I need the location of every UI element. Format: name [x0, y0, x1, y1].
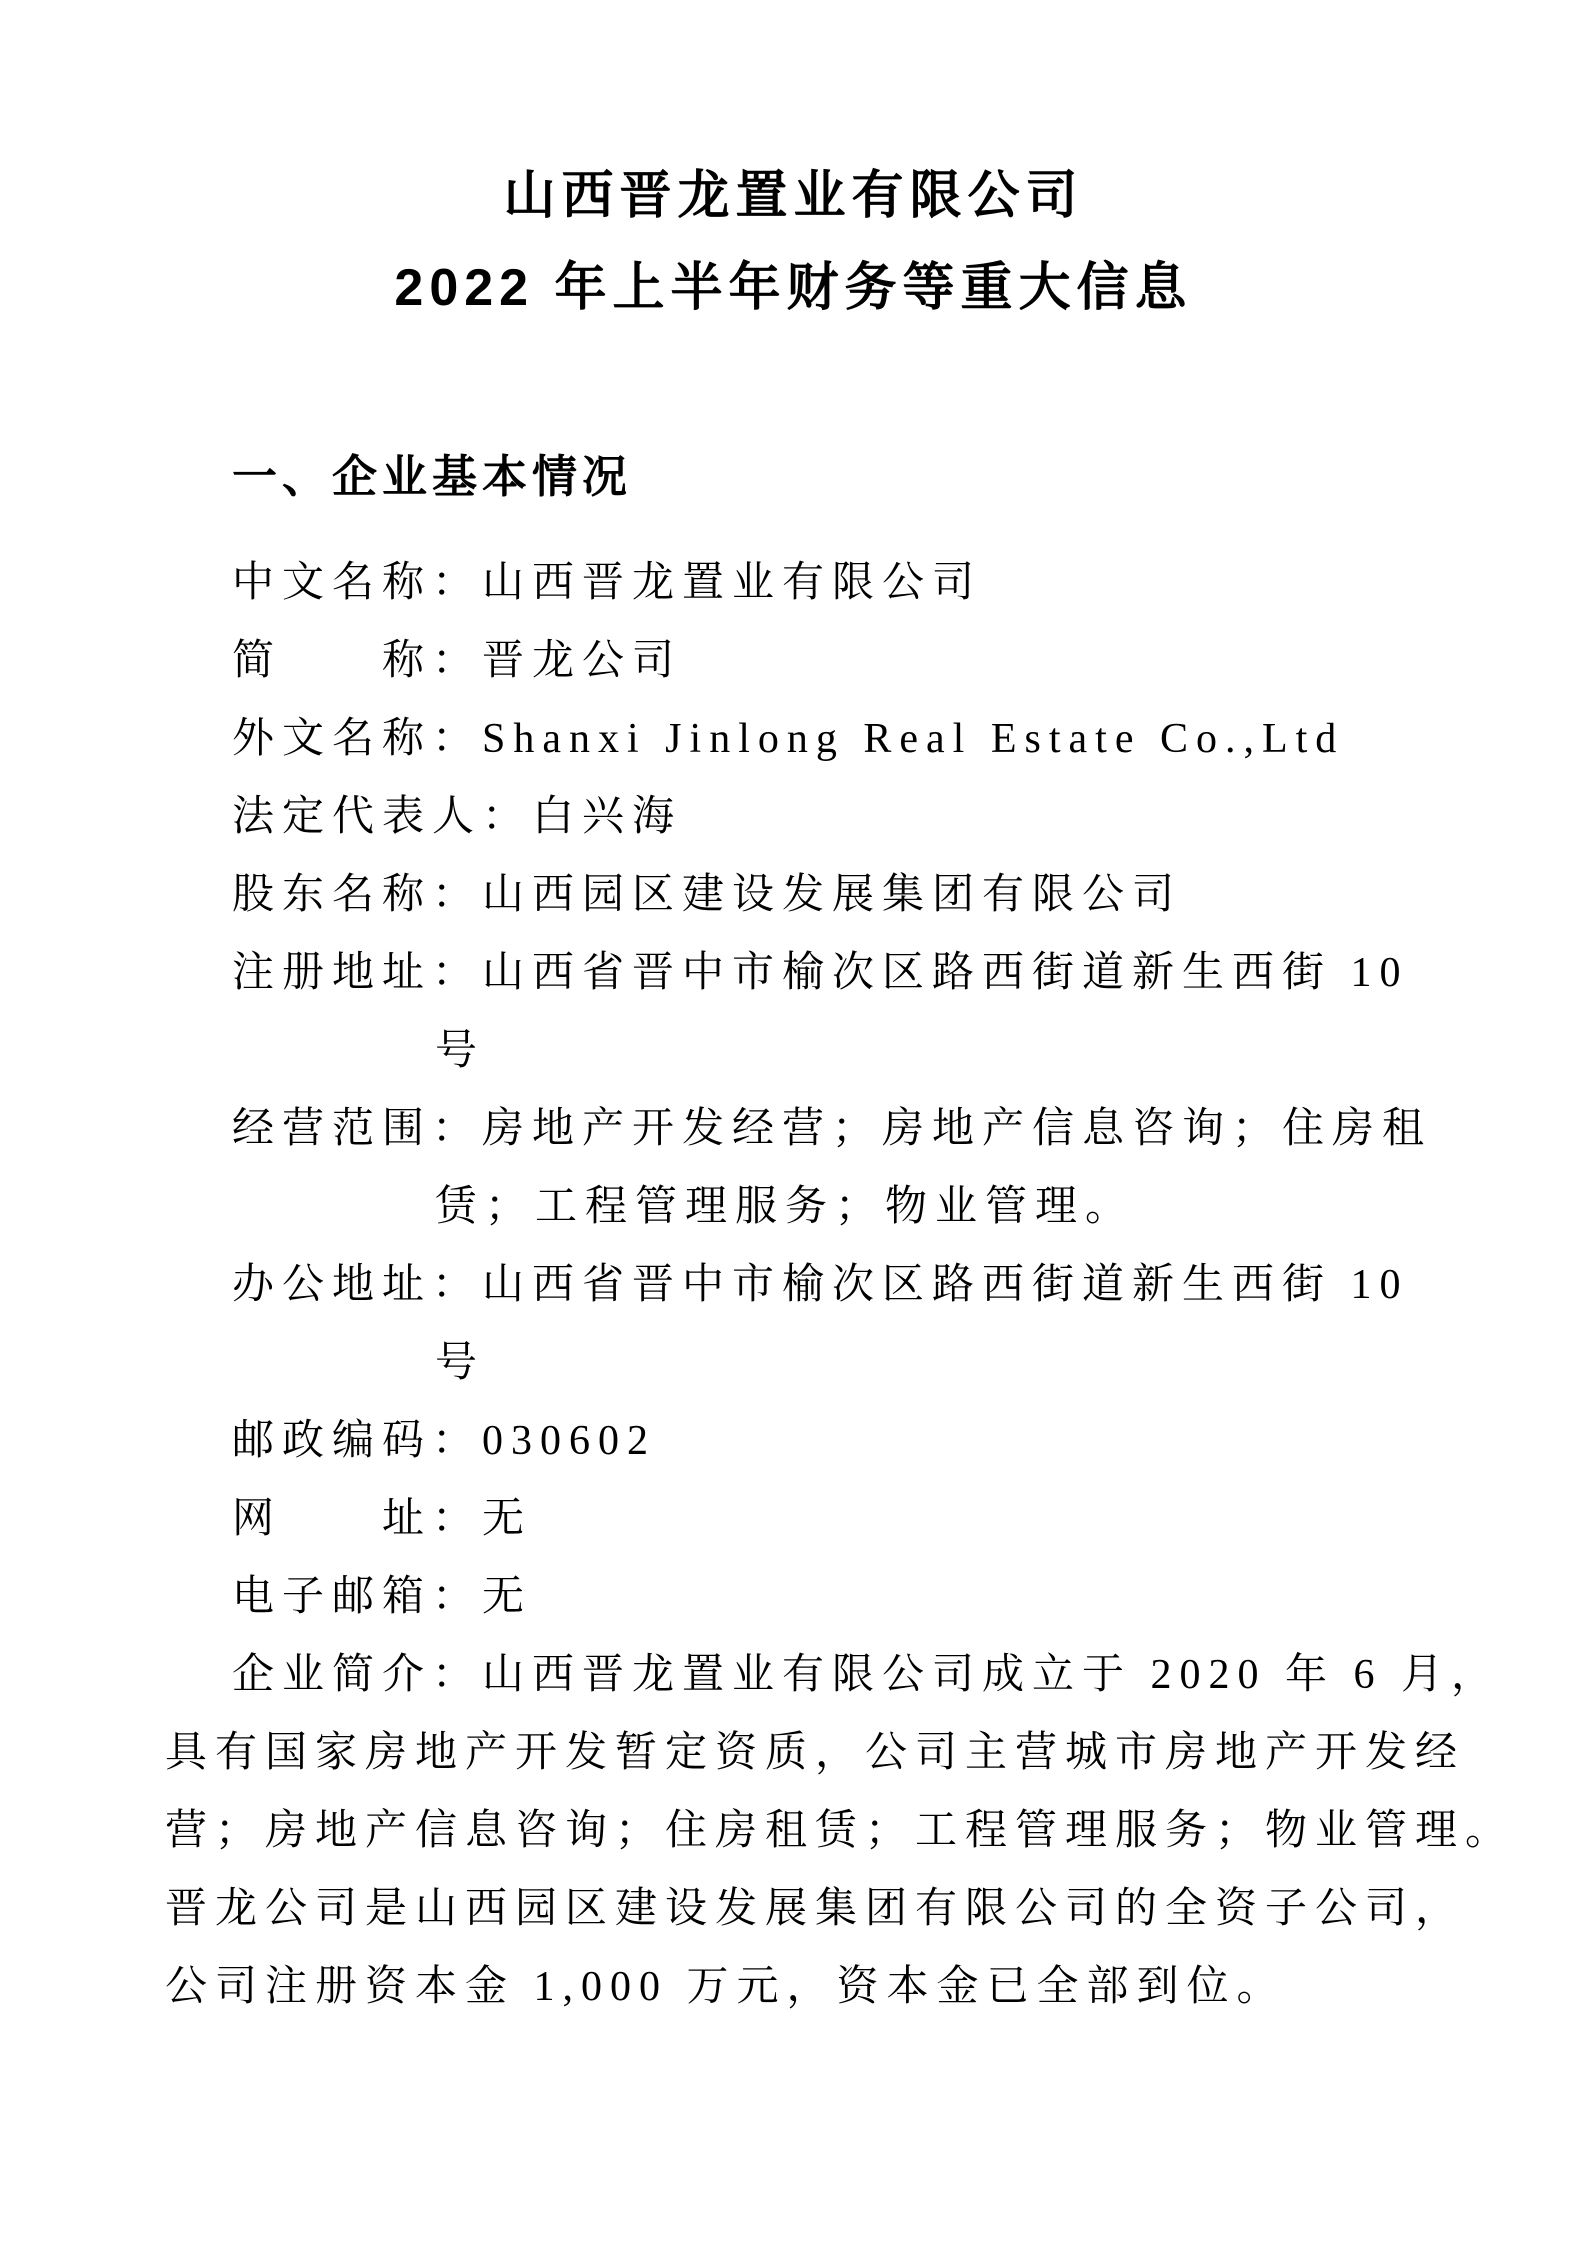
- field-line: [232, 1480, 1587, 1558]
- field-row: [0, 622, 1587, 700]
- field-row: [0, 856, 1587, 934]
- field-value-wrap-line: 赁；工程管理服务；物业管理。: [435, 1184, 1136, 1230]
- field-row: [0, 778, 1587, 856]
- field-row: [0, 934, 1587, 1090]
- field-value-line: 无: [482, 1574, 533, 1620]
- field-line: [232, 778, 1587, 856]
- field-value-line: 030602: [482, 1418, 657, 1464]
- field-label: 经营范围：: [232, 1106, 483, 1152]
- field-label: 办公地址：: [232, 1262, 483, 1308]
- field-value-line: Shanxi Jinlong Real Estate Co.,Ltd: [482, 716, 1345, 762]
- field-line: [232, 1090, 1587, 1168]
- field-row: [0, 1402, 1587, 1480]
- field-label: 邮政编码：: [232, 1418, 483, 1464]
- field-line: [232, 622, 1587, 700]
- field-row: [0, 1246, 1587, 1402]
- field-value-line: 山西省晋中市榆次区路西街道新生西街 10: [482, 1262, 1409, 1308]
- field-row: [0, 544, 1587, 622]
- field-value-line: 房地产开发经营；房地产信息咨询；住房租: [482, 1106, 1433, 1152]
- doc-title-line-1: 山西晋龙置业有限公司: [503, 167, 1084, 225]
- field-line: [232, 934, 1587, 1012]
- intro-line: 晋龙公司是山西园区建设发展集团有限公司的全资子公司，: [165, 1886, 1466, 1932]
- field-label: 网 址：: [232, 1496, 483, 1542]
- field-label: 中文名称：: [232, 560, 483, 606]
- field-label: 电子邮箱：: [232, 1574, 483, 1620]
- field-row: [0, 1480, 1587, 1558]
- company-fields: [0, 544, 1587, 1636]
- intro-line: 具有国家房地产开发暂定资质，公司主营城市房地产开发经: [165, 1730, 1466, 1776]
- intro-line: 营；房地产信息咨询；住房租赁；工程管理服务；物业管理。: [165, 1808, 1516, 1854]
- field-row: [0, 1090, 1587, 1246]
- intro-line: 企业简介：山西晋龙置业有限公司成立于 2020 年 6 月，: [232, 1652, 1502, 1698]
- field-row: [0, 1558, 1587, 1636]
- field-line: [232, 1558, 1587, 1636]
- field-label: 股东名称：: [232, 872, 483, 918]
- field-value-line: 山西省晋中市榆次区路西街道新生西街 10: [482, 950, 1409, 996]
- field-label: 简 称：: [232, 638, 483, 684]
- field-line: [232, 1402, 1587, 1480]
- field-value-line: 晋龙公司: [482, 638, 683, 684]
- field-value-wrap-line: 号: [435, 1028, 486, 1074]
- field-value-line: 山西晋龙置业有限公司: [482, 560, 983, 606]
- field-label: 注册地址：: [232, 950, 483, 996]
- section-heading-basic-info: 一、企业基本情况: [232, 451, 633, 502]
- intro-line: 公司注册资本金 1,000 万元，资本金已全部到位。: [165, 1964, 1287, 2010]
- company-intro-paragraph: [0, 1636, 1587, 2026]
- field-line: [232, 1246, 1587, 1324]
- field-row: [0, 700, 1587, 778]
- field-value-line: 无: [482, 1496, 533, 1542]
- field-line: [232, 700, 1587, 778]
- field-label: 外文名称：: [232, 716, 483, 762]
- field-line: [232, 856, 1587, 934]
- field-label: 法定代表人：: [232, 794, 533, 840]
- field-line: [232, 544, 1587, 622]
- field-value-wrap-line: 号: [435, 1340, 486, 1386]
- doc-title-line-2: 2022 年上半年财务等重大信息: [394, 259, 1193, 317]
- field-value-line: 山西园区建设发展集团有限公司: [482, 872, 1183, 918]
- field-value-line: 白兴海: [532, 794, 683, 840]
